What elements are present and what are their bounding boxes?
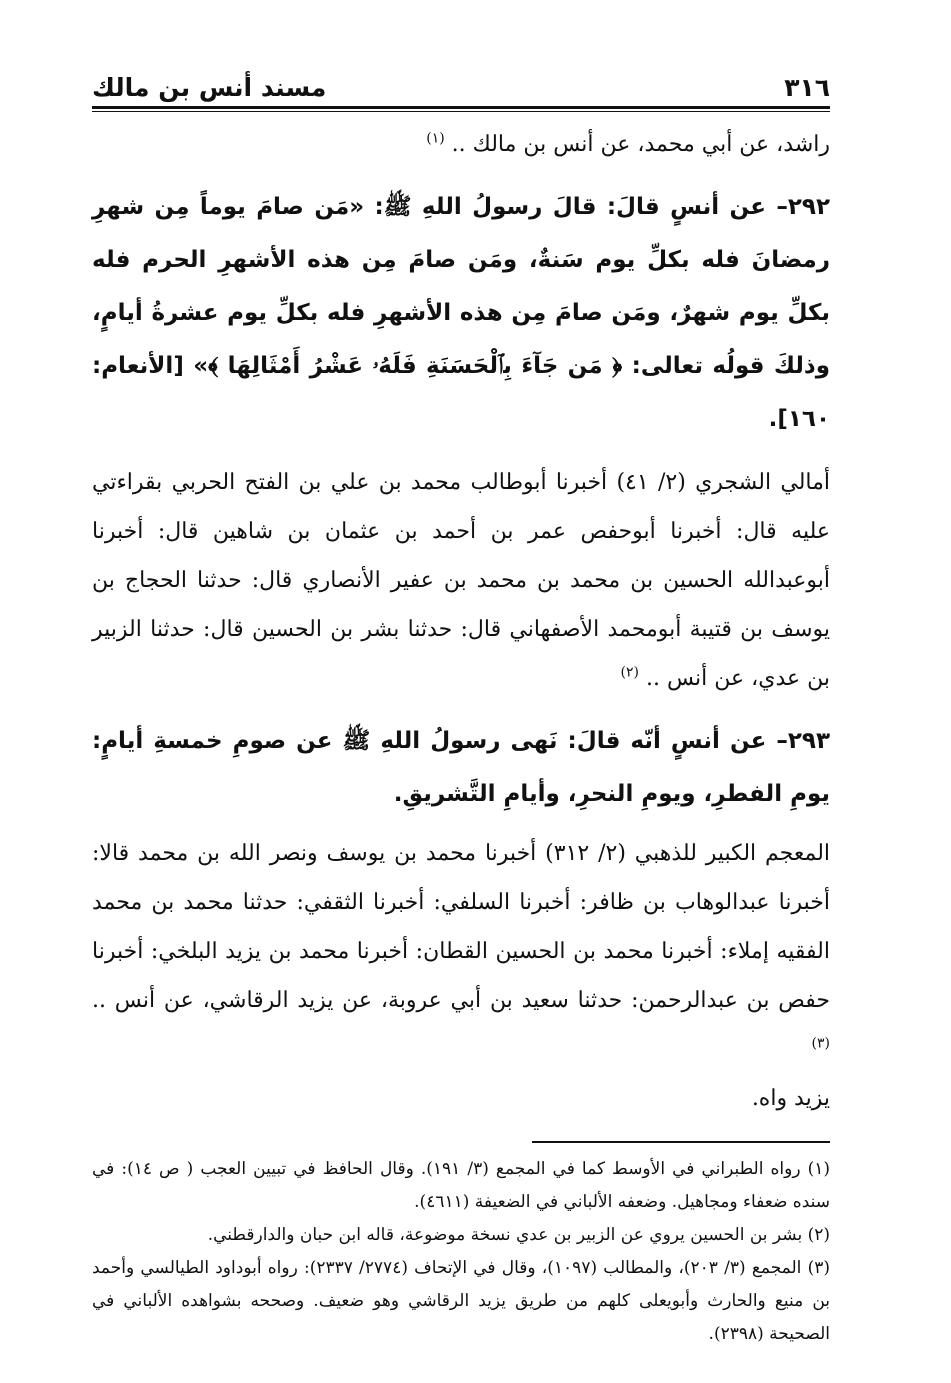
footnote-1: (١) رواه الطبراني في الأوسط كما في المجمع (٣/ ١٩١). وقال الحافظ في تبيين العجب ( ص ١٤): في سنده ضعفاء ومجاهيل. وضعفه الألباني في الضعيفة (٤٦١١). bbox=[92, 1159, 830, 1212]
intro-text: راشد، عن أبي محمد، عن أنس بن مالك .. bbox=[444, 132, 830, 157]
header-rule bbox=[92, 106, 830, 112]
page-number: ٣١٦ bbox=[784, 73, 830, 102]
source-293 bbox=[92, 829, 830, 1074]
footnote-ref-3: (٣) bbox=[811, 1035, 830, 1052]
intro-line bbox=[92, 120, 830, 169]
book-title: مسند أنس بن مالك bbox=[92, 73, 327, 102]
source-293-text: المعجم الكبير للذهبي (٢/ ٣١٢) أخبرنا محمد بن يوسف ونصر الله بن محمد قالا: أخبرنا عبدالوهاب بن ظافر: أخبرنا السلفي: أخبرنا الثقفي: حدثنا محمد بن محمد الفقيه إملاء: أخبرنا محمد بن الحسين القطان: أخبرنا محمد بن يزيد البلخي: أخبرنا حفص بن عبدالرحمن: حدثنا سعيد بن أبي عروبة، عن يزيد الرقاشي، عن أنس .. bbox=[92, 841, 831, 1013]
running-header bbox=[92, 62, 830, 102]
footnote-2: (٢) بشر بن الحسين يروي عن الزبير بن عدي نسخة موضوعة، قاله ابن حبان والدارقطني. bbox=[207, 1225, 830, 1245]
source-292-text: أمالي الشجري (٢/ ٤١) أخبرنا أبوطالب محمد بن علي بن الفتح الحربي بقراءتي عليه قال: أخبرنا أبوحفص عمر بن أحمد بن عثمان بن شاهين قال: أخبرنا أبوعبدالله الحسين بن محمد بن محمد بن عفير الأنصاري قال: حدثنا الحجاج بن يوسف بن قتيبة أبومحمد الأصفهاني قال: حدثنا بشر بن الحسين قال: حدثنا الزبير بن عدي، عن أنس .. bbox=[92, 470, 830, 691]
hadith-292: ٢٩٢– عن أنسٍ قالَ: قالَ رسولُ اللهِ ﷺ: «مَن صامَ يوماً مِن شهرِ رمضانَ فله بكلِّ يوم سَنةٌ، ومَن صامَ مِن هذه الأشهرِ الحرم فله بكلِّ يوم شهرٌ، ومَن صامَ مِن هذه الأشهرِ فله بكلِّ يوم عشرةُ أيامٍ، وذلكَ قولُه تعالى: ﴿ مَن جَآءَ بِٱلْحَسَنَةِ فَلَهُۥ عَشْرُ أَمْثَالِهَا ﴾» [الأنعام: ١٦٠]. bbox=[92, 194, 830, 432]
comment: يزيد واه. bbox=[751, 1086, 830, 1111]
hadith-293: ٢٩٣– عن أنسٍ أنّه قالَ: نَهى رسولُ اللهِ ﷺ عن صومِ خمسةِ أيامٍ: يومِ الفطرِ، ويومِ النحرِ، وأيامِ التَّشريقِ. bbox=[92, 728, 830, 807]
footnote-ref-2: (٢) bbox=[620, 664, 640, 681]
footnote-3: (٣) المجمع (٣/ ٢٠٣)، والمطالب (١٠٩٧)، وقال في الإتحاف (٢٧٧٤/ ٢٣٣٧): رواه أبوداود الطيالسي وأحمد بن منيع والحارث وأبويعلى كلهم من طريق يزيد الرقاشي وهو ضعيف. وصححه بشواهده الألباني في الصحيحة (٢٣٩٨). bbox=[92, 1258, 831, 1344]
footnote-ref-1: (١) bbox=[426, 130, 445, 147]
book-page bbox=[92, 62, 830, 1351]
source-292 bbox=[92, 458, 830, 703]
footnote-rule bbox=[532, 1141, 830, 1143]
